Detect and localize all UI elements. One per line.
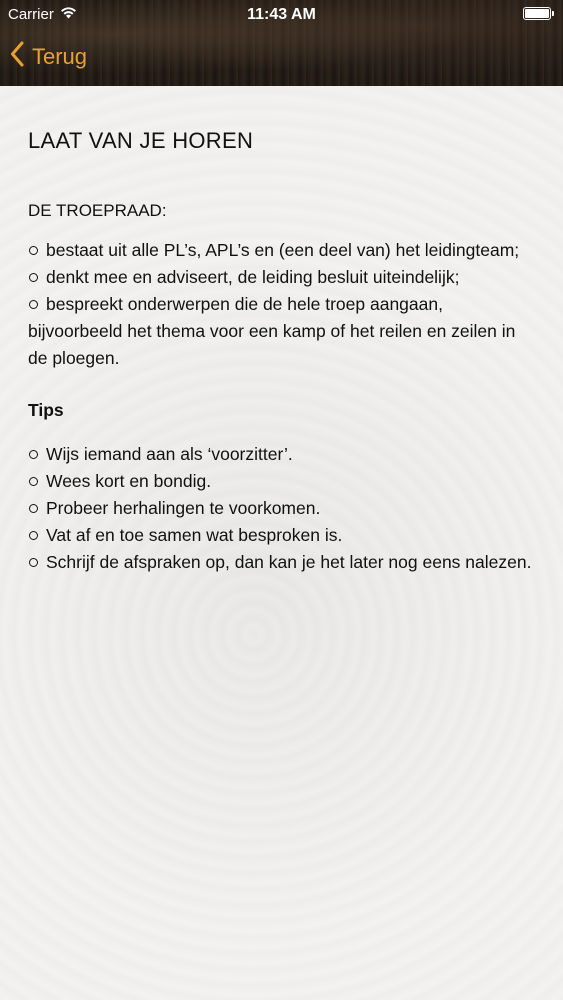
circle-bullet-icon <box>29 246 38 255</box>
clock: 11:43 AM <box>247 6 316 23</box>
list-item: Vat af en toe samen wat besproken is. <box>28 522 538 549</box>
circle-bullet-icon <box>29 477 38 486</box>
top-bar <box>0 0 563 86</box>
battery-icon <box>523 7 551 20</box>
list-item: Probeer herhalingen te voorkomen. <box>28 495 538 522</box>
list-item: Schrijf de afspraken op, dan kan je het later nog eens nalezen. <box>28 549 538 576</box>
status-bar <box>0 0 563 30</box>
section-label: DE TROEPRAAD: <box>28 201 167 220</box>
back-button[interactable] <box>10 40 87 74</box>
circle-bullet-icon <box>29 531 38 540</box>
chevron-left-icon <box>10 41 24 73</box>
list-item: bestaat uit alle PL’s, APL’s en (een deel van) het leidingteam; <box>28 237 538 264</box>
page-title: LAAT VAN JE HOREN <box>28 128 254 153</box>
list-item: denkt mee en adviseert, de leiding besluit uiteindelijk; <box>28 264 538 291</box>
circle-bullet-icon <box>29 300 38 309</box>
list-item: Wees kort en bondig. <box>28 468 538 495</box>
carrier-label: Carrier <box>8 6 54 23</box>
back-label: Terug <box>32 44 88 69</box>
circle-bullet-icon <box>29 450 38 459</box>
list-item: Wijs iemand aan als ‘voorzitter’. <box>28 441 538 468</box>
list-item: bespreekt onderwerpen die de hele troep aangaan, bijvoorbeeld het thema voor een kamp of het reilen en zeilen in de ploegen. <box>28 294 516 368</box>
tips-heading: Tips <box>28 400 64 420</box>
circle-bullet-icon <box>29 558 38 567</box>
circle-bullet-icon <box>29 504 38 513</box>
content-area <box>0 86 563 1000</box>
circle-bullet-icon <box>29 273 38 282</box>
troepraad-list <box>28 237 538 372</box>
tips-list <box>28 441 538 576</box>
